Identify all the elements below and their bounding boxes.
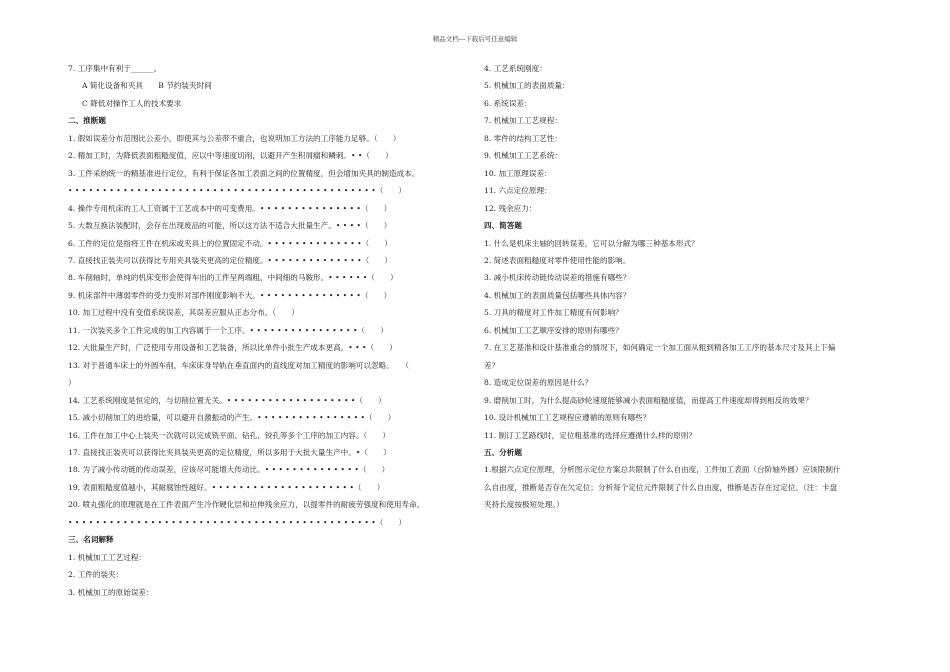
text-line: 6. 工件的定位是指将工件在机床或夹具上的位置固定不动。• • • • • • • • • • • • • •（ ） xyxy=(68,238,392,248)
text-line: 夹持长度按极短处理。） xyxy=(484,500,564,510)
text-line: 6. 系统误差： xyxy=(484,98,532,108)
text-line: 1. 假如误差分布范围比公差小，即使其与公差带不重合，也说明加工方法的工序能力足够。（ ） xyxy=(68,133,401,143)
text-line: 3. 工件采纳统一的精基准进行定位，有利于保证各加工表面之间的位置精度，但会增加夹具的制造成本。 xyxy=(68,168,420,178)
text-line: 12. 大批量生产时，广泛使用专用设备和工艺装备，所以比单件小批生产成本更高。• • •（ ） xyxy=(68,343,397,353)
text-line: 9. 磨削加工时，为什么提高砂轮速度能够减小表面粗糙度值，而提高工件速度却得到相反的效果？ xyxy=(484,395,813,405)
text-line: 7. 机械加工工艺规程： xyxy=(484,116,563,126)
text-line: 16. 工件在加工中心上装夹一次就可以完成铣平面、钻孔、铰孔等多个工序的加工内容。（ ） xyxy=(68,430,391,440)
text-line: 3. 机械加工的原始误差： xyxy=(68,587,154,597)
text-line: 5. 刀具的精度对工件加工精度有何影响？ xyxy=(484,308,623,318)
text-line: 5. 机械加工的表面质量： xyxy=(484,81,570,91)
text-line: 20. 喷丸强化的原理就是在工件表面产生冷作硬化层和拉伸残余应力，以提零件的耐疲劳强度和使用寿命。 xyxy=(68,500,425,510)
text-line: • • • • • • • • • • • • • • • • • • • • • • • • • • • • • • • • • • • • • • • • • • • • •（ ） xyxy=(68,186,407,196)
text-line: C 降低对操作工人的技术要求 xyxy=(82,98,182,108)
text-line: 12. 残余应力： xyxy=(484,203,537,213)
text-line: 4. 机械加工的表面质量包括哪些具体内容？ xyxy=(484,290,631,300)
text-line: ） xyxy=(68,378,76,388)
text-line: 1.根据六点定位原理，分析图示定位方案总共限制了什么自由度，工件加工表面（台阶轴外圆）应该限制什 xyxy=(484,465,841,475)
text-line: 9. 机械加工工艺系统： xyxy=(484,151,563,161)
text-line: 2. 工件的装夹： xyxy=(68,570,124,580)
text-line: 7. 直接找正装夹可以获得比专用夹具装夹更高的定位精度。• • • • • • • • • • • • • •（ ） xyxy=(68,255,392,265)
text-line: 14. 工艺系统刚度是恒定的，与切削位置无关。• • • • • • • • • • • • • • • • • • •（ ） xyxy=(68,395,386,405)
right-column xyxy=(484,60,884,514)
text-line: 11. 六点定位原理： xyxy=(484,186,552,196)
text-line: 4. 操作专用机床的工人工资属于工艺成本中的可变费用。• • • • • • • • • • • • • • •（ ） xyxy=(68,203,392,213)
text-line: 15. 减小切削加工的进给量，可以避开自激振动的产生。• • • • • • • • • • • • • • • •（ ） xyxy=(68,413,396,423)
left-column xyxy=(68,60,468,601)
text-line: 2. 简述表面粗糙度对零件使用性能的影响。 xyxy=(484,255,631,265)
text-line: 17. 直接找正装夹可以获得比夹具装夹更高的定位精度，所以多用于大批大量生产中。•（ ） xyxy=(68,447,391,457)
text-line: 4. 工艺系统刚度： xyxy=(484,64,547,73)
text-line: 差？ xyxy=(484,360,500,370)
text-line: A 简化设备和夹具 B 节约装夹时间 xyxy=(82,81,212,91)
text-line: 么自由度，推断是否存在欠定位；分析每个定位元件限制了什么自由度，推断是否存在过定位。（注：卡盘 xyxy=(484,482,838,492)
text-line: 8. 造成定位误差的原因是什么？ xyxy=(484,378,593,388)
text-line: 18. 为了减小传动链的传动误差，应该尽可能增大传动比。• • • • • • • • • • • • • •（ ） xyxy=(68,465,390,475)
text-line: 11. 一次装夹多个工件完成的加工内容属于一个工序。• • • • • • • • • • • • • • • •（ ） xyxy=(68,325,388,335)
section-heading: 三、名词解释 xyxy=(68,535,114,545)
section-heading: 二、推断题 xyxy=(68,116,106,126)
text-line: 8. 零件的结构工艺性： xyxy=(484,133,563,143)
text-line: 10. 加工原理误差： xyxy=(484,168,552,178)
text-line: 1. 机械加工工艺过程： xyxy=(68,552,147,562)
page-header: 精品文档---下载后可任意编辑 xyxy=(432,35,518,43)
text-line: 7. 在工艺基准和设计基准重合的情况下，如何确定一个加工面从粗到精各加工工序的基本尺寸及其上下偏 xyxy=(484,343,836,353)
text-line: 5. 大数互换法装配时，会存在出现废品的可能，所以这方法不适合大批量生产。• • • •（ ） xyxy=(68,221,392,231)
text-line: 3. 减小机床传动链传动误差的措施有哪些？ xyxy=(484,273,631,283)
text-line: 19. 表面粗糙度值越小，其耐腐蚀性越好。• • • • • • • • • • • • • • • • • • • • •（ ） xyxy=(68,482,385,492)
text-line: 8. 车削轴时，单纯的机床变形会使得车出的工件呈两端粗、中间细的马鞍形。• • • • • •（ ） xyxy=(68,273,398,283)
text-line: 13. 对于普通车床上的外圆车削，车床床身导轨在垂直面内的直线度对加工精度的影响可以忽略。 （ xyxy=(68,360,410,370)
text-line: 10. 加工过程中没有变值系统误差，其误差应服从正态分布。（ ） xyxy=(68,308,299,318)
section-heading: 五、分析题 xyxy=(484,447,522,457)
text-line: 7. 工序集中有利于______。 xyxy=(68,64,162,73)
text-line: 10. 设计机械加工工艺规程应遵循的原则有哪些？ xyxy=(484,413,651,423)
text-line: 9. 机床部件中薄弱零件的受力变形对部件刚度影响不大。• • • • • • • • • • • • • • •（ ） xyxy=(68,290,392,300)
section-heading: 四、简答题 xyxy=(484,221,522,231)
text-line: • • • • • • • • • • • • • • • • • • • • • • • • • • • • • • • • • • • • • • • • • • • • •（ ） xyxy=(68,517,407,527)
text-line: 6. 机械加工工艺顺序安排的原则有哪些？ xyxy=(484,325,623,335)
text-line: 1. 什么是机床主轴的回转误差，它可以分解为哪三种基本形式？ xyxy=(484,238,699,248)
text-line: 11. 制订工艺路线时，定位粗基准的选择应遵循什么样的原则？ xyxy=(484,430,696,440)
text-line: 2. 精加工时，为降低表面粗糙度值，应以中等速度切削，以避开产生积屑瘤和鳞刺。• •（ ） xyxy=(68,151,393,161)
